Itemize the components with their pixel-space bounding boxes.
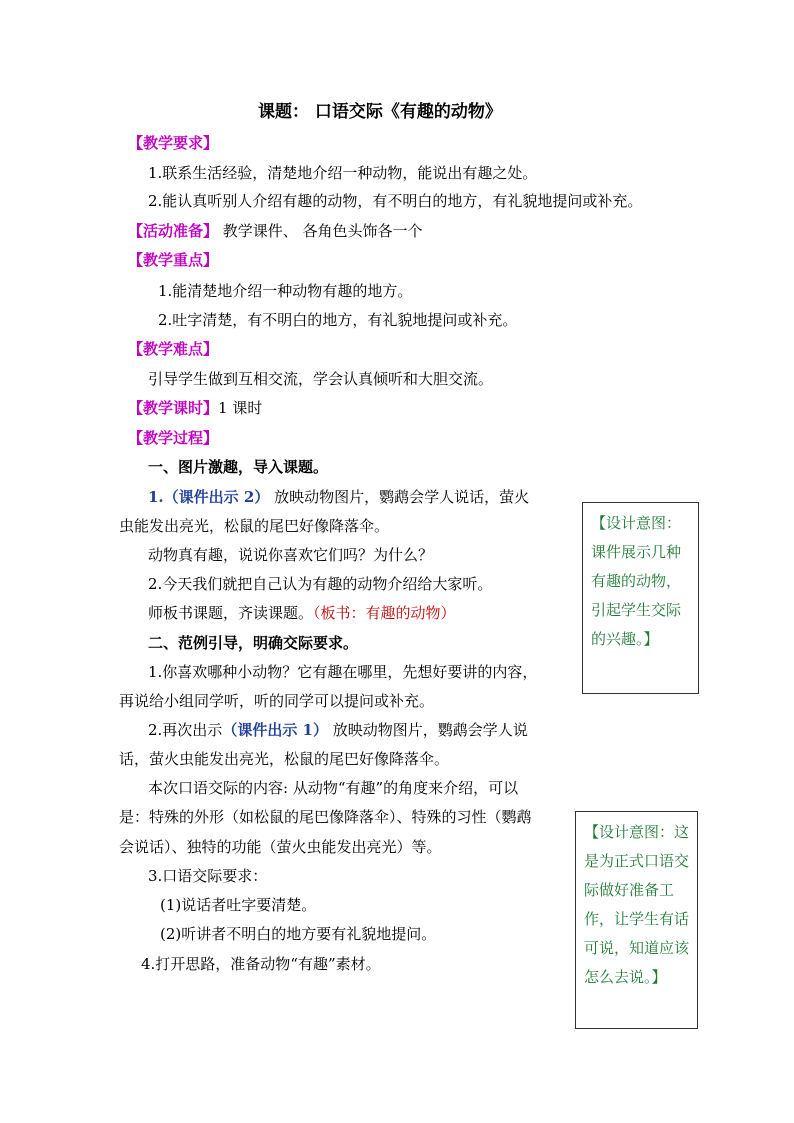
prep-row (128, 221, 423, 241)
part2-item-2 (148, 720, 528, 740)
part2-item-4: 4.打开思路，准备动物“有趣”素材。 (141, 955, 381, 973)
part2-item-3: 3.口语交际要求： (148, 867, 268, 885)
content-desc-2: 是：特殊的外形（如松鼠的尾巴像降落伞）、特殊的习性（鹦鹉 (119, 808, 532, 826)
part1-board (148, 603, 456, 623)
part1-question: 动物真有趣，说说你喜欢它们吗？为什么？ (148, 546, 434, 564)
goal-item-1: 1.联系生活经验，清楚地介绍一种动物，能说出有趣之处。 (148, 164, 538, 182)
prep-text: 教学课件、 各角色头饰各一个 (218, 222, 423, 240)
hours-row (128, 398, 262, 418)
requirement-1: (1)说话者吐字要清楚。 (160, 896, 317, 914)
board-text: （板书：有趣的动物） (313, 604, 456, 622)
section-heading-prep: 【活动准备】 (128, 222, 219, 240)
section-heading-difficulty: 【教学难点】 (128, 340, 219, 358)
part1-item-2: 2.今天我们就把自己认为有趣的动物介绍给大家听。 (148, 575, 493, 593)
p2-2-prefix: 2.再次出示 (148, 721, 223, 739)
difficulty-text: 引导学生做到互相交流，学会认真倾听和大胆交流。 (148, 370, 494, 388)
p2-2-text: 放映动物图片，鹦鹉会学人说 (327, 721, 528, 739)
hours-text: 1 课时 (218, 399, 263, 417)
board-instruction: 师板书课题，齐读课题。 (148, 604, 314, 622)
goal-item-2: 2.能认真听别人介绍有趣的动物，有不明白的地方，有礼貌地提问或补充。 (148, 192, 643, 210)
p1-text: 放映动物图片，鹦鹉会学人说话，萤火 (269, 488, 530, 506)
content-desc-1: 本次口语交际的内容: 从动物“有趣”的角度来介绍，可以 (148, 779, 519, 797)
courseware-tag-2: （课件出示 2） (163, 488, 270, 506)
part1-heading: 一、图片激趣，导入课题。 (148, 458, 329, 476)
design-note-2: 【设计意图：这是为正式口语交际做好准备工作，让学生有话可说，知道应该怎么去说。】 (575, 811, 698, 1029)
section-heading-hours: 【教学课时】 (128, 399, 219, 417)
part2-item-2-cont: 话，萤火虫能发出亮光，松鼠的尾巴好像降落伞。 (119, 750, 450, 768)
part1-item-1-cont: 虫能发出亮光，松鼠的尾巴好像降落伞。 (119, 517, 390, 535)
page-title: 课题： 口语交际《有趣的动物》 (258, 102, 502, 122)
design-note-1: 【设计意图：课件展示几种有趣的动物，引起学生交际的兴趣。】 (582, 502, 699, 694)
key-point-1: 1.能清楚地介绍一种动物有趣的地方。 (158, 282, 413, 300)
p1-number: 1. (148, 488, 164, 506)
key-point-2: 2.吐字清楚，有不明白的地方，有礼貌地提问或补充。 (158, 311, 518, 329)
part2-item-1-cont: 再说给小组同学听，听的同学可以提问或补充。 (119, 692, 435, 710)
content-desc-3: 会说话）、独特的功能（萤火虫能发出亮光）等。 (119, 838, 442, 856)
requirement-2: (2)听讲者不明白的地方要有礼貌地提问。 (160, 925, 437, 943)
part2-item-1: 1.你喜欢哪种小动物？它有趣在哪里，先想好要讲的内容， (148, 663, 538, 681)
section-heading-process: 【教学过程】 (128, 429, 219, 447)
part1-item-1 (148, 487, 529, 507)
section-heading-key-points: 【教学重点】 (128, 251, 219, 269)
part2-heading: 二、范例引导，明确交际要求。 (148, 634, 359, 652)
section-heading-goals: 【教学要求】 (128, 134, 219, 152)
courseware-tag-1: （课件出示 1） (222, 721, 328, 739)
